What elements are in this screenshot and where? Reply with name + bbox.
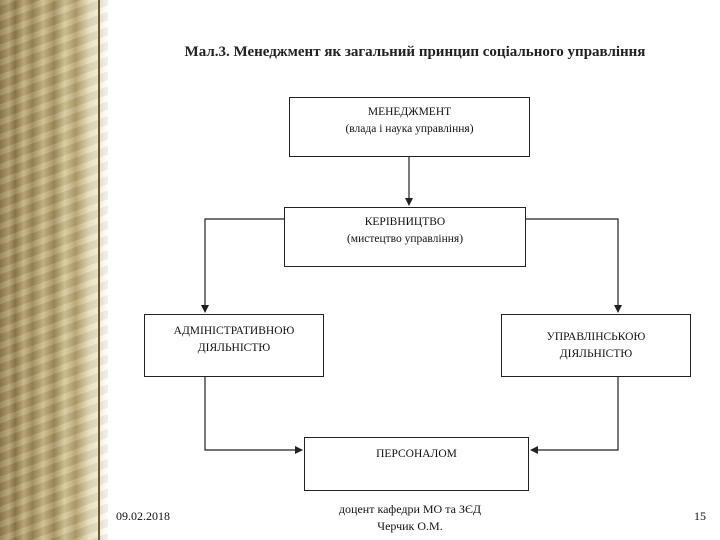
page-number: 15	[694, 509, 706, 523]
managerial-activity-line1: УПРАВЛІНСЬКОЮ	[546, 331, 646, 343]
arrow-managerial-to-personnel	[531, 377, 618, 450]
author-name: Черчик О.М.	[377, 519, 443, 534]
management-title: МЕНЕДЖМЕНТ	[367, 106, 452, 118]
management-subtitle: (влада і наука управління)	[345, 122, 474, 135]
admin-activity-line1: АДМІНІСТРАТИВНОЮ	[173, 325, 295, 337]
leadership-subtitle: (мистецтво управління)	[346, 232, 464, 245]
slide-title: Мал.3. Менеджмент як загальний принцип соціального управління	[184, 44, 646, 60]
admin-activity-box	[144, 314, 324, 377]
leadership-box	[284, 207, 526, 267]
author-position: доцент кафедри МО та ЗЄД	[338, 502, 482, 516]
footer-author	[300, 501, 520, 536]
admin-activity-line2: ДІЯЛЬНІСТЮ	[197, 341, 271, 354]
personnel-box	[304, 437, 529, 491]
management-box	[289, 97, 530, 157]
arrow-leadership-to-managerial	[526, 219, 618, 312]
arrow-admin-to-personnel	[205, 377, 302, 450]
managerial-activity-line2: ДІЯЛЬНІСТЮ	[559, 347, 633, 360]
leadership-title: КЕРІВНИЦТВО	[364, 216, 446, 228]
personnel-title: ПЕРСОНАЛОМ	[376, 448, 457, 460]
arrow-leadership-to-admin	[205, 219, 284, 312]
footer-date: 09.02.2018	[116, 509, 170, 523]
managerial-activity-box	[501, 314, 691, 377]
